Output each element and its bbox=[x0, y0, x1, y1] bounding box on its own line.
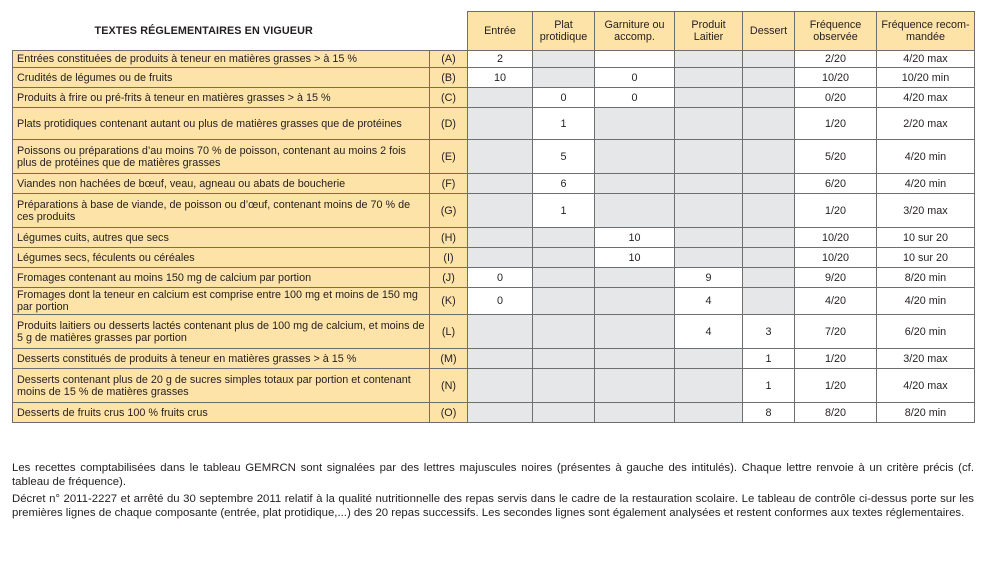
plat-protidique-cell bbox=[533, 248, 595, 268]
observed-frequency-cell: 0/20 bbox=[795, 88, 877, 108]
entree-cell: 0 bbox=[468, 288, 533, 315]
table-row bbox=[13, 174, 975, 194]
observed-frequency-cell: 10/20 bbox=[795, 248, 877, 268]
entree-cell bbox=[468, 369, 533, 403]
observed-frequency-cell: 1/20 bbox=[795, 369, 877, 403]
table-row bbox=[13, 349, 975, 369]
footnotes bbox=[12, 462, 974, 524]
garniture-cell: 10 bbox=[595, 228, 675, 248]
entree-cell bbox=[468, 88, 533, 108]
row-letter-code: (M) bbox=[430, 349, 468, 369]
table-row bbox=[13, 315, 975, 349]
plat-protidique-cell: 6 bbox=[533, 174, 595, 194]
observed-frequency-cell: 10/20 bbox=[795, 228, 877, 248]
plat-protidique-cell bbox=[533, 51, 595, 68]
entree-cell bbox=[468, 248, 533, 268]
observed-frequency-cell: 7/20 bbox=[795, 315, 877, 349]
table-body bbox=[13, 51, 975, 423]
dessert-cell bbox=[743, 248, 795, 268]
dessert-cell: 3 bbox=[743, 315, 795, 349]
garniture-cell bbox=[595, 288, 675, 315]
footnote-decree: Décret n° 2011-2227 et arrêté du 30 septembre 2011 relatif à la qualité nutritionnelle des repas servis dans le cadre de la restauration scolaire. Le tableau de contrôle ci-dessus porte sur les premières lignes de chaque composante (entrée, plat protidique,...) des 20 repas successifs. Les secondes lignes sont également analysées et restent conformes aux textes réglementaires. bbox=[12, 493, 974, 519]
table-row bbox=[13, 403, 975, 423]
row-letter-code: (D) bbox=[430, 108, 468, 140]
garniture-cell bbox=[595, 174, 675, 194]
table-row bbox=[13, 288, 975, 315]
recommended-frequency-cell: 10/20 min bbox=[877, 68, 975, 88]
recommended-frequency-cell: 8/20 min bbox=[877, 268, 975, 288]
recommended-frequency-cell: 4/20 max bbox=[877, 88, 975, 108]
column-header-frequence-recommandee: Fréquence recom-mandée bbox=[877, 12, 975, 51]
dessert-cell bbox=[743, 140, 795, 174]
garniture-cell bbox=[595, 268, 675, 288]
recommended-frequency-cell: 10 sur 20 bbox=[877, 248, 975, 268]
plat-protidique-cell bbox=[533, 68, 595, 88]
entree-cell bbox=[468, 108, 533, 140]
row-label: Plats protidiques contenant autant ou plus de matières grasses que de protéines bbox=[13, 108, 430, 140]
plat-protidique-cell bbox=[533, 369, 595, 403]
garniture-cell: 0 bbox=[595, 68, 675, 88]
table-row bbox=[13, 140, 975, 174]
row-label: Poissons ou préparations d’au moins 70 % de poisson, contenant au moins 2 fois plus de protéines que de matières grasses bbox=[13, 140, 430, 174]
row-letter-code: (O) bbox=[430, 403, 468, 423]
row-letter-code: (A) bbox=[430, 51, 468, 68]
produit-laitier-cell bbox=[675, 369, 743, 403]
produit-laitier-cell bbox=[675, 228, 743, 248]
row-label: Desserts constitués de produits à teneur en matières grasses > à 15 % bbox=[13, 349, 430, 369]
recommended-frequency-cell: 6/20 min bbox=[877, 315, 975, 349]
plat-protidique-cell: 1 bbox=[533, 194, 595, 228]
plat-protidique-cell bbox=[533, 349, 595, 369]
entree-cell bbox=[468, 349, 533, 369]
produit-laitier-cell: 4 bbox=[675, 315, 743, 349]
produit-laitier-cell bbox=[675, 174, 743, 194]
garniture-cell bbox=[595, 51, 675, 68]
dessert-cell bbox=[743, 288, 795, 315]
garniture-cell bbox=[595, 140, 675, 174]
observed-frequency-cell: 9/20 bbox=[795, 268, 877, 288]
dessert-cell bbox=[743, 268, 795, 288]
plat-protidique-cell bbox=[533, 403, 595, 423]
plat-protidique-cell bbox=[533, 288, 595, 315]
dessert-cell bbox=[743, 51, 795, 68]
produit-laitier-cell bbox=[675, 51, 743, 68]
row-label: Préparations à base de viande, de poisson ou d’œuf, contenant moins de 70 % de ces produits bbox=[13, 194, 430, 228]
dessert-cell bbox=[743, 174, 795, 194]
row-label: Desserts contenant plus de 20 g de sucres simples totaux par portion et contenant moins de 15 % de matières grasses bbox=[13, 369, 430, 403]
table-row bbox=[13, 369, 975, 403]
column-header-dessert: Dessert bbox=[743, 12, 795, 51]
garniture-cell bbox=[595, 369, 675, 403]
plat-protidique-cell: 1 bbox=[533, 108, 595, 140]
row-label: Légumes secs, féculents ou céréales bbox=[13, 248, 430, 268]
dessert-cell bbox=[743, 228, 795, 248]
entree-cell bbox=[468, 194, 533, 228]
observed-frequency-cell: 10/20 bbox=[795, 68, 877, 88]
observed-frequency-cell: 2/20 bbox=[795, 51, 877, 68]
dessert-cell: 1 bbox=[743, 369, 795, 403]
entree-cell: 2 bbox=[468, 51, 533, 68]
observed-frequency-cell: 1/20 bbox=[795, 349, 877, 369]
row-label: Desserts de fruits crus 100 % fruits crus bbox=[13, 403, 430, 423]
row-letter-code: (K) bbox=[430, 288, 468, 315]
produit-laitier-cell bbox=[675, 108, 743, 140]
footnote-letters: Les recettes comptabilisées dans le tableau GEMRCN sont signalées par des lettres majuscules noires (présentes à gauche des intitulés). Chaque lettre renvoie à un critère précis (cf. tableau de fréquence). bbox=[12, 462, 974, 488]
table-row bbox=[13, 194, 975, 228]
header-row bbox=[13, 12, 975, 51]
observed-frequency-cell: 6/20 bbox=[795, 174, 877, 194]
row-letter-code: (G) bbox=[430, 194, 468, 228]
garniture-cell bbox=[595, 403, 675, 423]
produit-laitier-cell bbox=[675, 403, 743, 423]
row-letter-code: (J) bbox=[430, 268, 468, 288]
table-row bbox=[13, 51, 975, 68]
regulatory-table-container bbox=[12, 11, 974, 423]
table-row bbox=[13, 108, 975, 140]
produit-laitier-cell bbox=[675, 248, 743, 268]
entree-cell: 10 bbox=[468, 68, 533, 88]
entree-cell bbox=[468, 403, 533, 423]
row-letter-code: (I) bbox=[430, 248, 468, 268]
column-header-garniture: Garniture ou accomp. bbox=[595, 12, 675, 51]
table-row bbox=[13, 68, 975, 88]
recommended-frequency-cell: 3/20 max bbox=[877, 349, 975, 369]
dessert-cell bbox=[743, 108, 795, 140]
observed-frequency-cell: 5/20 bbox=[795, 140, 877, 174]
produit-laitier-cell bbox=[675, 140, 743, 174]
observed-frequency-cell: 1/20 bbox=[795, 108, 877, 140]
observed-frequency-cell: 4/20 bbox=[795, 288, 877, 315]
produit-laitier-cell: 9 bbox=[675, 268, 743, 288]
row-letter-code: (E) bbox=[430, 140, 468, 174]
dessert-cell bbox=[743, 68, 795, 88]
garniture-cell bbox=[595, 194, 675, 228]
table-row bbox=[13, 268, 975, 288]
column-header-frequence-observee: Fréquence observée bbox=[795, 12, 877, 51]
row-label: Crudités de légumes ou de fruits bbox=[13, 68, 430, 88]
garniture-cell bbox=[595, 315, 675, 349]
column-header-plat-protidique: Plat protidique bbox=[533, 12, 595, 51]
dessert-cell: 8 bbox=[743, 403, 795, 423]
produit-laitier-cell bbox=[675, 88, 743, 108]
dessert-cell bbox=[743, 194, 795, 228]
table-row bbox=[13, 88, 975, 108]
dessert-cell: 1 bbox=[743, 349, 795, 369]
row-label: Fromages contenant au moins 150 mg de calcium par portion bbox=[13, 268, 430, 288]
recommended-frequency-cell: 3/20 max bbox=[877, 194, 975, 228]
plat-protidique-cell: 0 bbox=[533, 88, 595, 108]
recommended-frequency-cell: 2/20 max bbox=[877, 108, 975, 140]
recommended-frequency-cell: 8/20 min bbox=[877, 403, 975, 423]
dessert-cell bbox=[743, 88, 795, 108]
recommended-frequency-cell: 4/20 min bbox=[877, 288, 975, 315]
row-letter-code: (L) bbox=[430, 315, 468, 349]
recommended-frequency-cell: 4/20 max bbox=[877, 369, 975, 403]
plat-protidique-cell bbox=[533, 268, 595, 288]
row-letter-code: (C) bbox=[430, 88, 468, 108]
observed-frequency-cell: 1/20 bbox=[795, 194, 877, 228]
garniture-cell bbox=[595, 108, 675, 140]
recommended-frequency-cell: 4/20 max bbox=[877, 51, 975, 68]
row-letter-code: (B) bbox=[430, 68, 468, 88]
plat-protidique-cell bbox=[533, 228, 595, 248]
page-title: TEXTES RÉGLEMENTAIRES EN VIGUEUR bbox=[94, 24, 313, 37]
recommended-frequency-cell: 4/20 min bbox=[877, 174, 975, 194]
table-row bbox=[13, 228, 975, 248]
row-label: Légumes cuits, autres que secs bbox=[13, 228, 430, 248]
garniture-cell: 0 bbox=[595, 88, 675, 108]
recommended-frequency-cell: 4/20 min bbox=[877, 140, 975, 174]
entree-cell bbox=[468, 174, 533, 194]
row-letter-code: (N) bbox=[430, 369, 468, 403]
entree-cell bbox=[468, 140, 533, 174]
row-label: Produits laitiers ou desserts lactés contenant plus de 100 mg de calcium, et moins de 5 g de matières grasses par portion bbox=[13, 315, 430, 349]
plat-protidique-cell bbox=[533, 315, 595, 349]
recommended-frequency-cell: 10 sur 20 bbox=[877, 228, 975, 248]
observed-frequency-cell: 8/20 bbox=[795, 403, 877, 423]
row-label: Viandes non hachées de bœuf, veau, agneau ou abats de boucherie bbox=[13, 174, 430, 194]
produit-laitier-cell bbox=[675, 68, 743, 88]
produit-laitier-cell: 4 bbox=[675, 288, 743, 315]
produit-laitier-cell bbox=[675, 349, 743, 369]
regulatory-table bbox=[12, 11, 975, 423]
entree-cell bbox=[468, 228, 533, 248]
row-letter-code: (H) bbox=[430, 228, 468, 248]
plat-protidique-cell: 5 bbox=[533, 140, 595, 174]
row-label: Entrées constituées de produits à teneur en matières grasses > à 15 % bbox=[13, 51, 430, 68]
column-header-entree: Entrée bbox=[468, 12, 533, 51]
column-header-produit-laitier: Produit Laitier bbox=[675, 12, 743, 51]
table-row bbox=[13, 248, 975, 268]
row-label: Fromages dont la teneur en calcium est comprise entre 100 mg et moins de 150 mg par portion bbox=[13, 288, 430, 315]
entree-cell: 0 bbox=[468, 268, 533, 288]
entree-cell bbox=[468, 315, 533, 349]
row-label: Produits à frire ou pré-frits à teneur en matières grasses > à 15 % bbox=[13, 88, 430, 108]
produit-laitier-cell bbox=[675, 194, 743, 228]
garniture-cell bbox=[595, 349, 675, 369]
garniture-cell: 10 bbox=[595, 248, 675, 268]
row-letter-code: (F) bbox=[430, 174, 468, 194]
header-spacer bbox=[430, 12, 468, 51]
